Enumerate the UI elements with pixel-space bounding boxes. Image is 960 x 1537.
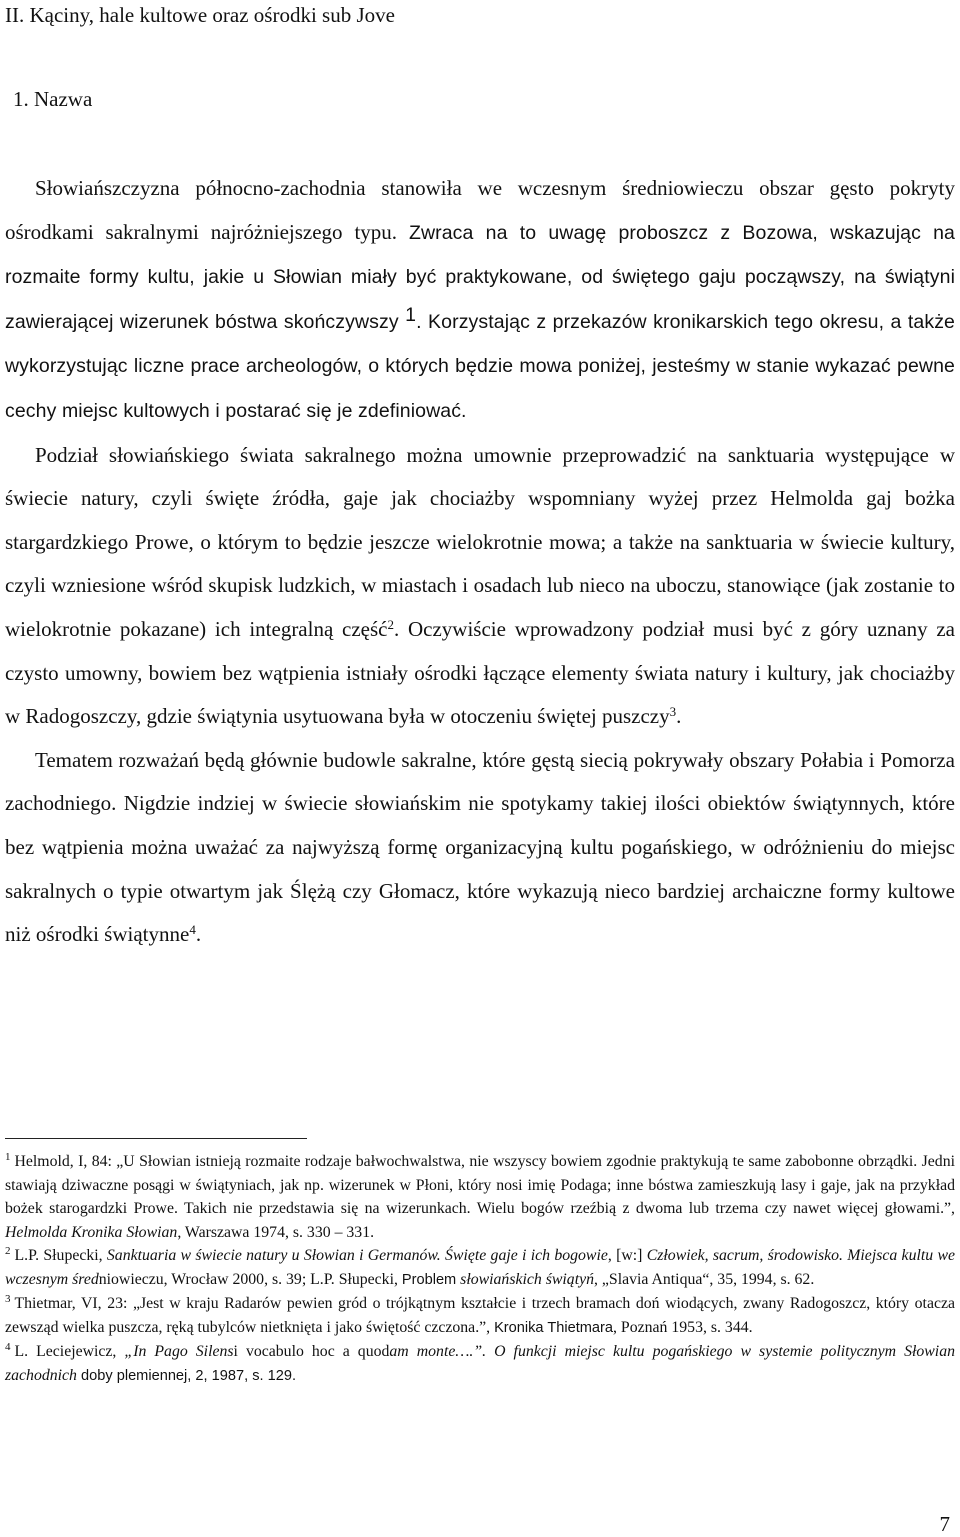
footnote-3-number: 3	[5, 1293, 11, 1305]
section-title: 1. Nazwa	[13, 87, 93, 111]
footnote-3-source: Kronika Thietmara	[494, 1319, 614, 1336]
footnote-4-author: L. Leciejewicz,	[14, 1343, 125, 1360]
footnote-4	[5, 1340, 955, 1388]
footnote-2-part-b: , [w:]	[607, 1247, 647, 1264]
footnote-4-number: 4	[5, 1341, 11, 1353]
footnote-2-part-d: Problem	[401, 1271, 457, 1288]
paragraph-3-part-a: Tematem rozważań będą głównie budowle sakralne, które gęstą siecią pokrywały obszary Połabia i Pomorza zachodniego. Nigdzie indziej w świecie słowiańskim nie spotykamy takiej ilości obiektów świątynnych, które bez wątpienia można uważać za najwyższą formę organizacyjną kultu pogańskiego, w odróżnieniu do miejsc sakralnych o typie otwartym jak Ślężą czy Głomacz, które wykazują nieco bardziej archaiczne formy kultowe niż ośrodki świątynne	[5, 747, 955, 947]
paragraph-2-part-c: .	[676, 704, 682, 729]
chapter-title: II. Kąciny, hale kultowe oraz ośrodki sub Jove	[5, 3, 395, 27]
footnote-ref-3[interactable]: 3	[669, 704, 677, 720]
footnote-4-title-1: „In Pago Silens	[124, 1343, 234, 1360]
paragraph-3	[5, 739, 955, 957]
paragraph-2-part-a: Podział słowiańskiego świata sakralnego można umownie przeprowadzić na sanktuaria występujące w świecie natury, czyli święte źródła, gaje jak chociażby wspomniany wyżej przez Helmolda gaj bożka stargardzkiego Prowe, o którym to będzie jeszcze wielokrotnie mowa; a także na sanktuaria w świecie kultury, czyli wzniesione wśród skupisk ludzkich, w miastach i osadach lub nieco na uboczu, stanowiące (jak zostanie to wielokrotnie pokazane) ich integralną część	[5, 442, 955, 641]
paragraph-1	[5, 167, 955, 434]
paragraph-2	[5, 434, 955, 739]
paragraph-2-part-b: . Oczywiście wprowadzony podział musi być z góry uznany za czysto umowny, bowiem bez wątpienia istniały ośrodki łączące elementy świata natury i kultury, jak chociażby w Radogoszczy, gdzie świątynia usytuowana była w otoczeniu świętej puszczy	[5, 616, 956, 729]
page-number: 7	[939, 1512, 950, 1536]
footnote-1-tail: , Warszawa 1974, s. 330 – 331.	[177, 1223, 375, 1241]
footnote-2-title-1: Sanktuaria w świecie natury u Słowian i Germanów. Święte gaje i ich bogowie	[106, 1247, 608, 1264]
paragraph-1-part-a: Słowiańszczyzna północno-zachodnia stanowiła we wczesnym średniowieczu obszar gęsto pokryty ośrodkami sakralnymi najróżniejszego typu.	[5, 176, 955, 244]
footnote-ref-4[interactable]: 4	[189, 922, 196, 938]
footnote-2-title-3: słowiańskich świątyń	[460, 1270, 595, 1288]
footnote-4-tail: doby plemiennej, 2, 1987, s. 129.	[76, 1367, 297, 1384]
footnotes	[5, 1150, 955, 1388]
footnote-separator	[5, 1138, 307, 1139]
footnote-2-title-2: Człowiek, sacrum, środowisko. Miejsca kultu we wczesnym śred	[5, 1247, 955, 1288]
footnote-1-number: 1	[5, 1151, 11, 1163]
footnote-2-part-c: niowieczu, Wrocław 2000, s. 39; L.P. Słupecki,	[98, 1270, 402, 1288]
footnote-3-tail: , Poznań 1953, s. 344.	[613, 1318, 753, 1336]
footnote-ref-2[interactable]: 2	[387, 616, 394, 632]
footnote-4-part-b: i vocabulo hoc a quod	[233, 1343, 390, 1360]
footnote-ref-1[interactable]: 1	[405, 303, 417, 326]
paragraph-1-part-b: Zwraca na to uwagę proboszcz z Bozowa, wskazując na rozmaite formy kultu, jakie u Słowian miały być praktykowane, od świętego gaju począwszy, na świątyni zawierającej wizerunek bóstwa skończywszy	[5, 221, 955, 333]
footnote-2	[5, 1244, 955, 1292]
footnote-3	[5, 1292, 955, 1340]
paragraph-3-part-b: .	[195, 922, 202, 947]
paragraph-1-part-c: . Korzystając z przekazów kronikarskich tego okresu, a także wykorzystując liczne prace archeologów, o których będzie mowa poniżej, jesteśmy w stanie wykazać pewne cechy miejsc kultowych i postarać się je zdefiniować.	[5, 310, 956, 422]
body-text	[5, 167, 955, 957]
footnote-3-text: Thietmar, VI, 23: „Jest w kraju Radarów pewien gród o trójkątnym kształcie i trzech bramach doń wiodących, zwany Radogoszcz, który otacza zewsząd wielka puszcza, ręką tubylców nietknięta i jako świętość czczona.”,	[5, 1295, 955, 1336]
footnote-2-number: 2	[5, 1245, 11, 1257]
footnote-4-title-2: am monte….”. O funkcji miejsc kultu pogańskiego w systemie politycznym Słowian zachodnich	[5, 1343, 955, 1384]
footnote-1-title: Helmolda Kronika Słowian	[5, 1223, 178, 1241]
footnote-2-part-e: , „Slavia Antiqua“, 35, 1994, s. 62.	[594, 1270, 815, 1288]
footnote-1-text: Helmold, I, 84: „U Słowian istnieją rozmaite rodzaje bałwochwalstwa, nie wszyscy bowiem zgodnie praktykują te same zabobonne obrządki. Jedni stawiają dziwaczne posągi w świątyniach, jak np. wizerunek w Płoni, który nosi imię Podaga; inne bóstwa zamieszkują lasy i gaje, jak na przykład bożek starogardzki Prowe. Takich nie przedstawia się na wizerunkach. Wielu bogów rzeźbią z dwoma lub trzema czy nawet więcej głowami.”,	[5, 1153, 955, 1217]
footnote-1	[5, 1150, 955, 1244]
footnote-2-author: L.P. Słupecki,	[14, 1247, 107, 1264]
